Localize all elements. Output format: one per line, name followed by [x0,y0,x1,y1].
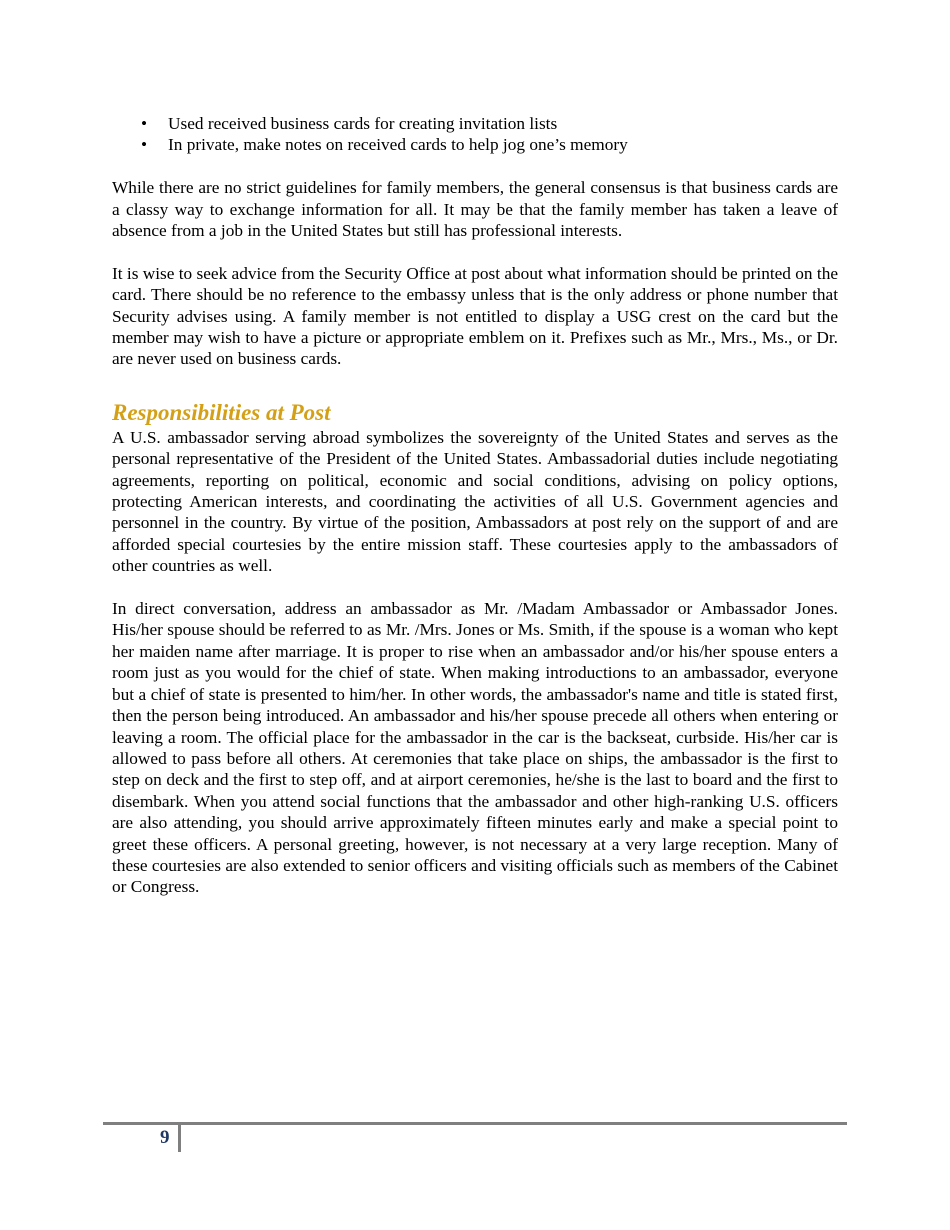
list-item [112,113,838,134]
section-heading: Responsibilities at Post [112,399,331,425]
paragraph-security-advice: It is wise to seek advice from the Security Office at post about what information should be printed on the card. There should be no reference to the embassy unless that is the only address or phone number that Security advises using. A family member is not entitled to display a USG crest on the card but the member may wish to have a picture or appropriate emblem on it. Prefixes such as Mr., Mrs., Ms., or Dr. are never used on business cards. [112,263,838,369]
document-body [112,113,838,898]
list-item [112,134,838,155]
bullet-icon: • [141,114,148,133]
page-number: 9 [160,1127,170,1148]
page-number-divider [178,1125,181,1152]
list-item-text: Used received business cards for creating invitation lists [168,114,558,133]
paragraph-ambassador-etiquette: In direct conversation, address an ambassador as Mr. /Madam Ambassador or Ambassador Jones. His/her spouse should be referred to as Mr. /Mrs. Jones or Ms. Smith, if the spouse is a woman who kept her maiden name after marriage. It is proper to rise when an ambassador and/or his/her spouse enters a room just as you would for the chief of state. When making introductions to an ambassador, everyone but a chief of state is presented to him/her. In other words, the ambassador's name and title is stated first, then the person being introduced. An ambassador and his/her spouse precede all others when entering or leaving a room. The official place for the ambassador in the car is the backseat, curbside. His/her car is allowed to pass before all others. At ceremonies that take place on ships, the ambassador is the first to step on deck and the first to step off, and at airport ceremonies, he/she is the last to board and the first to disembark. When you attend social functions that the ambassador and other high-ranking U.S. officers are also attending, you should arrive approximately fifteen minutes early and make a special point to greet these officers. A personal greeting, however, is not necessary at a very large reception. Many of these courtesies are also extended to senior officers and visiting officials such as members of the Cabinet or Congress. [112,599,838,897]
bullet-list [112,113,838,156]
paragraph-family-members: While there are no strict guidelines for family members, the general consensus is that business cards are a classy way to exchange information for all. It may be that the family member has taken a leave of absence from a job in the United States but still has professional interests. [112,178,838,241]
list-item-text: In private, make notes on received cards to help jog one’s memory [168,135,628,155]
bullet-icon: • [141,135,148,155]
paragraph-ambassador-role: A U.S. ambassador serving abroad symbolizes the sovereignty of the United States and serves as the personal representative of the President of the United States. Ambassadorial duties include negotiating agreements, reporting on political, economic and social conditions, advising on policy options, protecting American interests, and coordinating the activities of all U.S. Government agencies and personnel in the country. By virtue of the position, Ambassadors at post rely on the support of and are afforded special courtesies by the entire mission staff. These courtesies apply to the ambassadors of other countries as well. [112,427,838,576]
footer-rule [103,1122,847,1125]
